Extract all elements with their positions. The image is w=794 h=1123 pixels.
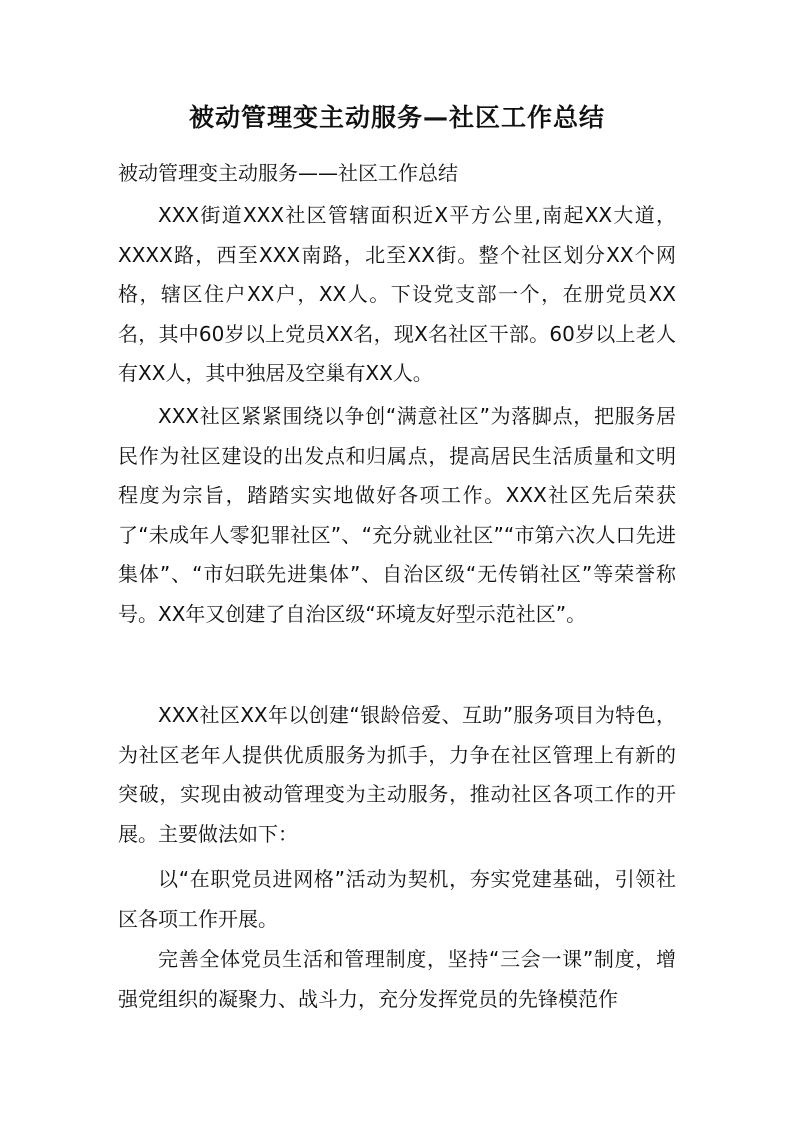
paragraph-project: XXX社区XX年以创建“银龄倍爱、互助”服务项目为特色，为社区老年人提供优质服务为抓手，力争在社区管理上有新的突破，实现由被动管理变为主动服务，推动社区各项工作的开展。主要做法如下： [118,703,676,846]
document-subtitle: 被动管理变主动服务——社区工作总结 [118,161,458,185]
paragraph-honors: XXX社区紧紧围绕以争创“满意社区”为落脚点，把服务居民作为社区建设的出发点和归属点，提高居民生活质量和文明程度为宗旨，踏踏实实地做好各项工作。XXX社区先后荣获了“未成年人零犯罪社区”、“充分就业社区”“市第六次人口先进集体”、“市妇联先进集体”、自治区级“无传销社区”等荣誉称号。XX年又创建了自治区级“环境友好型示范社区”。 [118,404,676,626]
paragraph-party-system: 完善全体党员生活和管理制度，坚持“三会一课”制度，增强党组织的凝聚力、战斗力，充分发挥党员的先锋模范作 [118,947,676,1011]
document-title: 被动管理变主动服务—社区工作总结 [188,103,605,132]
paragraph-party-grid: 以“在职党员进网格”活动为契机，夯实党建基础，引领社区各项工作开展。 [118,867,676,931]
paragraph-overview: XXX街道XXX社区管辖面积近X平方公里,南起XX大道，XXXX路，西至XXX南路，北至XX街。整个社区划分XX个网格，辖区住户XX户，XX人。下设党支部一个，在册党员XX名，其中60岁以上党员XX名，现X名社区干部。60岁以上老人有XX人，其中独居及空巢有XX人。 [118,203,676,385]
